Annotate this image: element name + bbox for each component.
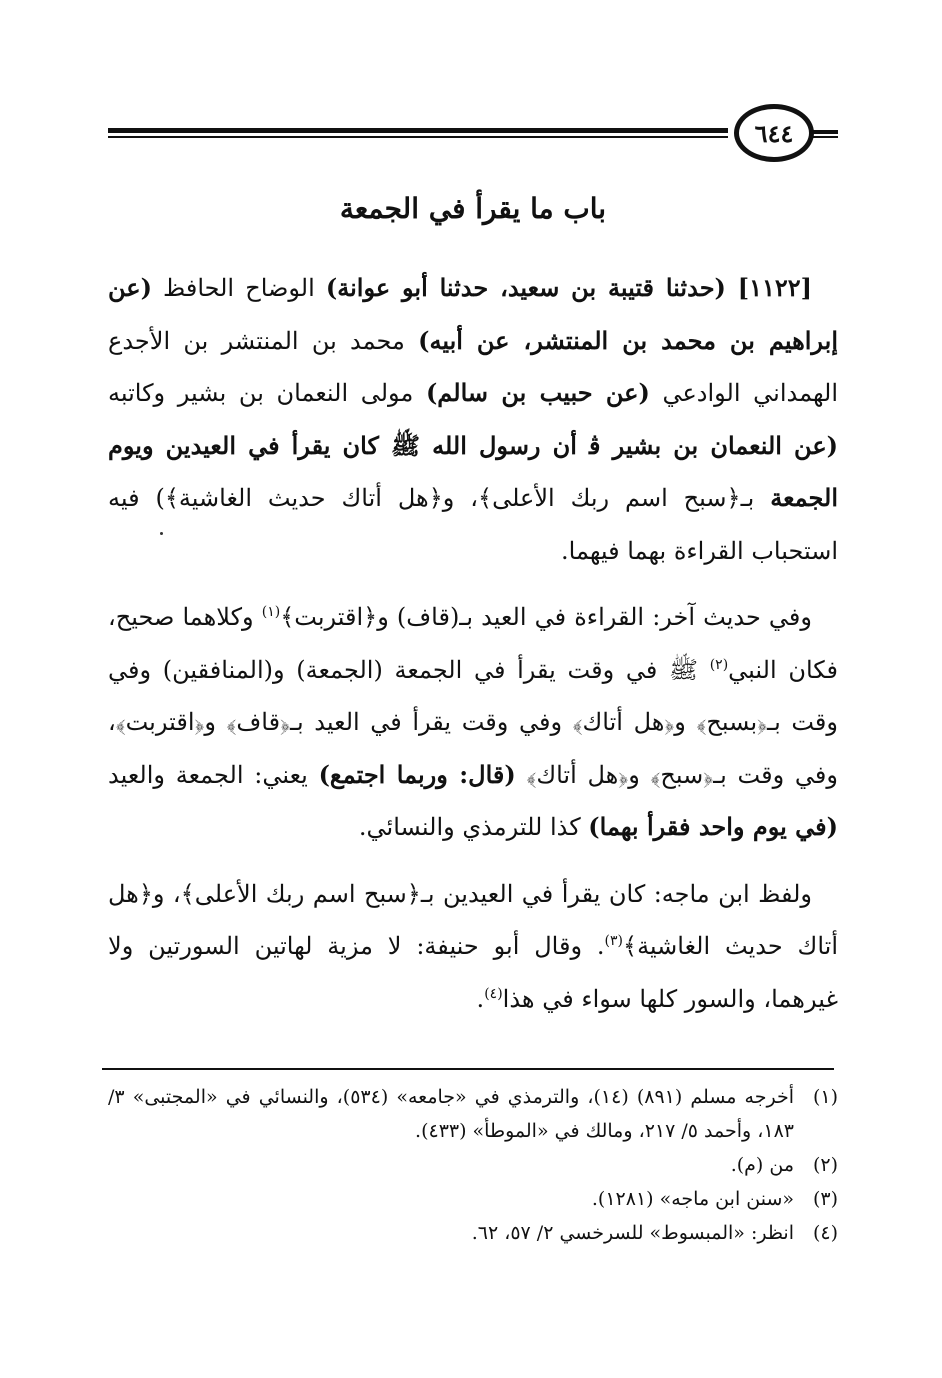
hadith-chain-1: [١١٢٢] (حدثنا قتيبة بن سعيد، حدثنا أبو عوانة)	[325, 273, 812, 302]
hadith-matn-cont: بـ﴿سبح اسم ربك الأعلى﴾، و﴿هل أتاك حديث الغاشية﴾)	[155, 484, 771, 512]
commentary-text: يعني: الجمعة والعيد	[108, 760, 319, 789]
commentary-text: وفي حديث آخر: القراءة في العيد بـ(قاف) و﴿اقتربت﴾	[280, 603, 812, 631]
footnote-text: أخرجه مسلم (٨٩١) (١٤)، والترمذي في «جامعه» (٥٣٤)، والنسائي في «المجتبى» ٣/ ١٨٣، وأحمد ٥/ ٢١٧، ومالك في «الموطأ» (٤٣٣).	[108, 1086, 794, 1142]
footnote-text: انظر: «المبسوط» للسرخسي ٢/ ٥٧، ٦٢.	[471, 1222, 794, 1244]
commentary-text: ﷺ في وقت يقرأ في الجمعة (الجمعة) و(المنافقين) وفي وقت بـ﴿بسبح﴾ و﴿هل أتاك﴾ وفي وقت يقرأ في العيد بـ﴿قاف﴾ و﴿اقتربت﴾، وفي وقت بـ﴿سبح﴾ و﴿هل أتاك﴾	[108, 655, 838, 789]
footnote-number: (٣)	[812, 1188, 838, 1210]
paragraph-2	[108, 591, 838, 854]
footnote-ref-3[interactable]: (٣)	[604, 933, 623, 949]
footnote-number: (٤)	[812, 1222, 838, 1244]
footnote-ref-4[interactable]: (٤)	[484, 985, 503, 1002]
commentary-text: وكلاهما صحيح، فكان النبي	[108, 603, 838, 684]
hadith-quote: (قال: وربما اجتمع)	[318, 759, 516, 789]
hadith-matn: (عن النعمان بن بشير ﭬ أن رسول الله ﷺ كان يقرأ في العيدين ويوم الجمعة	[108, 430, 838, 512]
footnotes	[108, 1080, 838, 1250]
commentary-text: ولفظ ابن ماجه: كان يقرأ في العيدين بـ﴿سبح اسم ربك الأعلى﴾، و﴿هل أتاك حديث الغاشية﴾	[108, 879, 838, 960]
hadith-quote: (في يوم واحد فقرأ بهما)	[588, 812, 838, 841]
commentary-text: . وقال أبو حنيفة: لا مزية لهاتين السورتين ولا غيرهما، والسور كلها سواء في هذا	[108, 932, 838, 1013]
hadith-chain-2: (عن إبراهيم بن محمد بن المنتشر، عن أبيه)	[108, 273, 838, 355]
footnote-text: من (م).	[730, 1154, 794, 1176]
footnote-number: (٢)	[812, 1154, 838, 1176]
commentary-text: كذا للترمذي والنسائي.	[358, 813, 589, 841]
footnote-ref-2[interactable]: (٢)	[709, 656, 729, 673]
commentary-text: مولى النعمان بن بشير وكاتبه	[108, 379, 426, 407]
header-rule-thick	[108, 128, 728, 133]
commentary-text: .	[476, 984, 485, 1013]
page-number: ٦٤٤	[734, 104, 814, 162]
footnote-4	[108, 1216, 838, 1250]
commentary-text: فيه استحباب القراءة بهما فيهما.	[108, 484, 838, 565]
footnote-separator	[102, 1068, 834, 1070]
chapter-title: باب ما يقرأ في الجمعة	[339, 192, 607, 225]
footnote-1	[108, 1080, 838, 1148]
page-header	[108, 104, 838, 164]
footnote-number: (١)	[812, 1086, 838, 1108]
footnote-2	[108, 1148, 838, 1182]
paragraph-1	[108, 262, 838, 577]
footnote-3	[108, 1182, 838, 1216]
footnote-text: «سنن ابن ماجه» (١٢٨١).	[591, 1188, 794, 1210]
commentary-text: محمد بن المنتشر بن الأجدع الهمداني الوادعي	[108, 326, 838, 407]
footnote-ref-1[interactable]: (١)	[261, 604, 281, 620]
stray-dot	[160, 532, 163, 535]
header-rule-thin	[108, 136, 728, 138]
body-text	[108, 262, 838, 1039]
commentary-text: الوضاح الحافظ	[151, 274, 326, 302]
header-rule	[108, 128, 728, 140]
hadith-chain-3: (عن حبيب بن سالم)	[425, 378, 650, 407]
paragraph-3	[108, 868, 838, 1026]
